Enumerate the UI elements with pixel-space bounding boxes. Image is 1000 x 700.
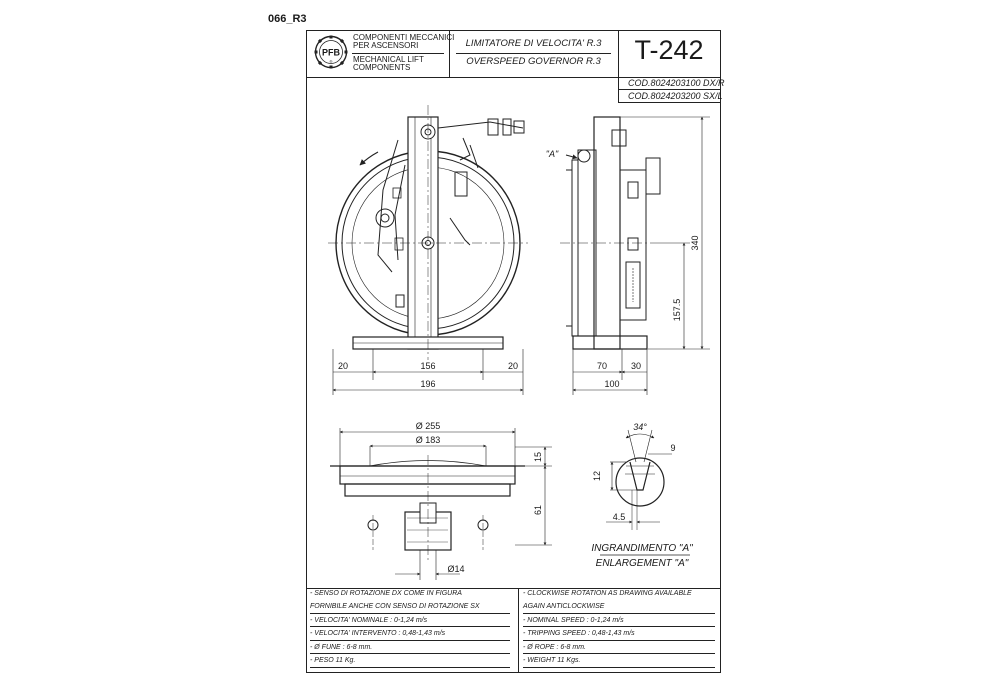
note-rule-en-5 <box>523 667 715 668</box>
brand-line-3: MECHANICAL LIFT <box>353 55 424 64</box>
note-rule-it-5 <box>310 667 510 668</box>
dim-front-mid: 156 <box>420 361 436 371</box>
note-rule-en-4 <box>523 653 715 654</box>
view-a-label: "A" <box>545 149 559 159</box>
dim-front-left: 20 <box>337 361 349 371</box>
dim-height-total: 340 <box>690 235 700 251</box>
side-view <box>560 117 660 349</box>
enlargement-label-en: ENLARGEMENT "A" <box>595 558 689 569</box>
pfb-logo <box>314 35 348 69</box>
cod-sx: COD.8024203200 SX/L <box>628 91 723 101</box>
note-en-5: - Ø ROPE : 6-8 mm. <box>523 644 587 651</box>
dim-side-total: 100 <box>604 379 620 389</box>
brand-line-2: PER ASCENSORI <box>353 41 419 50</box>
note-en-4: - TRIPPING SPEED : 0,48-1,43 m/s <box>523 630 635 637</box>
enlargement-label-it: INGRANDIMENTO "A" <box>591 543 693 554</box>
brand-underline <box>352 53 444 54</box>
note-it-4: - VELOCITA' INTERVENTO : 0,48-1,43 m/s <box>310 630 446 637</box>
dim-angle: 34° <box>633 422 647 432</box>
dim-top-height: 15 <box>533 451 543 463</box>
title-underline <box>456 53 611 54</box>
brand-line-4: COMPONENTS <box>353 63 411 72</box>
page-code: 066_R3 <box>268 13 307 25</box>
note-rule-it-1 <box>310 613 510 614</box>
note-rule-it-4 <box>310 653 510 654</box>
title-english: OVERSPEED GOVERNOR R.3 <box>466 56 601 67</box>
technical-drawing <box>306 100 721 585</box>
note-it-5: - Ø FUNE : 6-8 mm. <box>310 644 373 651</box>
note-en-2: AGAIN ANTICLOCKWISE <box>523 603 605 610</box>
logo-text: PFB <box>322 47 340 58</box>
drawing-code: T-242 <box>634 35 704 65</box>
note-rule-en-3 <box>523 640 715 641</box>
note-it-2: FORNIBILE ANCHE CON SENSO DI ROTAZIONE SX <box>310 603 480 610</box>
dim-front-right: 20 <box>507 361 519 371</box>
dim-groove-depth: 4.5 <box>612 512 626 522</box>
note-rule-en-1 <box>523 613 715 614</box>
dim-side-b: 30 <box>630 361 642 371</box>
svg-text:®: ® <box>329 59 333 64</box>
brand-line-1: COMPONENTI MECCANICI <box>353 33 455 42</box>
note-it-3: - VELOCITA' NOMINALE : 0-1,24 m/s <box>310 617 428 624</box>
dim-side-a: 70 <box>596 361 608 371</box>
note-rule-it-3 <box>310 640 510 641</box>
note-en-1: - CLOCKWISE ROTATION AS DRAWING AVAILABLE <box>523 590 692 597</box>
notes-top-border <box>306 588 721 589</box>
dim-groove-height: 12 <box>592 470 602 482</box>
note-rule-en-2 <box>523 626 715 627</box>
dim-groove-width: 9 <box>670 443 676 453</box>
dim-lower-height: 61 <box>533 504 543 516</box>
notes-column-divider <box>518 588 519 673</box>
front-view <box>328 105 528 360</box>
note-rule-it-2 <box>310 626 510 627</box>
cod-divider <box>618 89 721 90</box>
dim-dia-outer: Ø 255 <box>415 421 441 431</box>
note-en-6: - WEIGHT 11 Kgs. <box>523 657 581 664</box>
dim-height-axis: 157.5 <box>672 298 682 322</box>
note-it-1: - SENSO DI ROTAZIONE DX COME IN FIGURA <box>310 590 462 597</box>
dim-shaft-dia: Ø14 <box>447 564 465 574</box>
title-italian: LIMITATORE DI VELOCITA' R.3 <box>465 38 602 49</box>
cod-dx: COD.8024203100 DX/R <box>628 78 725 88</box>
dim-front-total: 196 <box>420 379 436 389</box>
bottom-view <box>330 455 525 560</box>
note-it-6: - PESO 11 Kg. <box>310 657 356 664</box>
dim-dia-groove: Ø 183 <box>415 435 441 445</box>
note-en-3: - NOMINAL SPEED : 0-1,24 m/s <box>523 617 624 624</box>
